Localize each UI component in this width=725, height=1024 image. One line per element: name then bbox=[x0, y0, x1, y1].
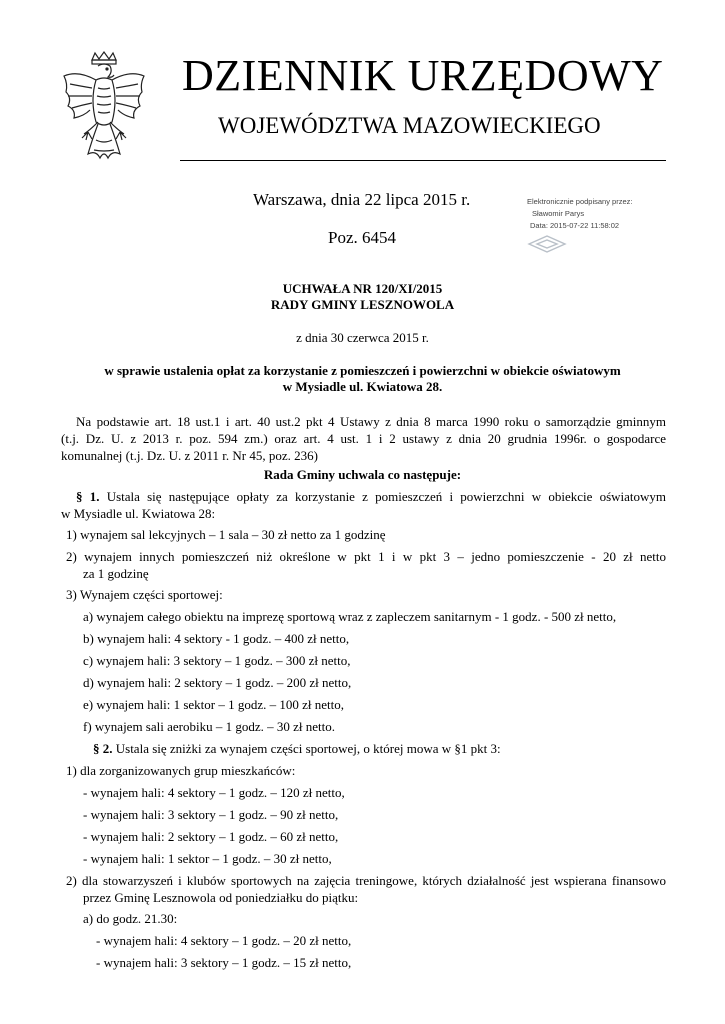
journal-title: DZIENNIK URZĘDOWY bbox=[182, 51, 664, 100]
header-divider bbox=[180, 160, 666, 161]
preamble-line-1: Na podstawie art. 18 ust.1 i art. 40 ust.2 pkt 4 Ustawy z dnia 8 marca 1990 roku o samorządzie gminnym bbox=[76, 414, 666, 429]
section-2-item-1: 1) dla zorganizowanych grup mieszkańców: bbox=[66, 763, 296, 778]
list-item: b) wynajem hali: 4 sektory - 1 godz. – 400 zł netto, bbox=[83, 631, 350, 646]
section-2-intro: Ustala się zniżki za wynajem części sportowej, o której mowa w §1 pkt 3: bbox=[115, 741, 501, 756]
preamble-line-3: komunalnej (t.j. Dz. U. z 2011 r. Nr 45, poz. 236) bbox=[61, 448, 318, 463]
resolution-subject-line-2: w Mysiadle ul. Kwiatowa 28. bbox=[282, 379, 443, 394]
resolution-body: RADY GMINY LESZNOWOLA bbox=[270, 297, 455, 312]
section-1-item-2-line-2: za 1 godzinę bbox=[83, 566, 149, 581]
signature-name: Sławomir Parys bbox=[532, 209, 585, 218]
section-2-mark: § 2. bbox=[93, 741, 113, 756]
section-1-item-2-line-1: 2) wynajem innych pomieszczeń niż określone w pkt 1 i w pkt 3 – jedno pomieszczenie - 20 zł netto bbox=[66, 549, 666, 564]
council-decides: Rada Gminy uchwala co następuje: bbox=[263, 467, 462, 482]
section-1-item-3: 3) Wynajem części sportowej: bbox=[66, 587, 223, 602]
section-1-line-2: w Mysiadle ul. Kwiatowa 28: bbox=[61, 506, 216, 521]
signature-stamp-icon bbox=[527, 234, 567, 254]
publication-date: Warszawa, dnia 22 lipca 2015 r. bbox=[253, 190, 471, 209]
signature-label: Elektronicznie podpisany przez: bbox=[527, 197, 633, 206]
list-item: - wynajem hali: 3 sektory – 1 godz. – 15 zł netto, bbox=[96, 955, 352, 970]
list-item: c) wynajem hali: 3 sektory – 1 godz. – 300 zł netto, bbox=[83, 653, 351, 668]
list-item: d) wynajem hali: 2 sektory – 1 godz. – 200 zł netto, bbox=[83, 675, 352, 690]
resolution-date: z dnia 30 czerwca 2015 r. bbox=[296, 330, 429, 345]
list-item: a) wynajem całego obiektu na imprezę sportową wraz z zapleczem sanitarnym - 1 godz. - 500 zł netto, bbox=[83, 609, 617, 624]
list-item: - wynajem hali: 3 sektory – 1 godz. – 90 zł netto, bbox=[83, 807, 339, 822]
preamble-line-2: (t.j. Dz. U. z 2013 r. poz. 594 zm.) oraz art. 4 ust. 1 i 2 ustawy z dnia 20 grudnia 1996r. o gospodarce bbox=[61, 431, 666, 446]
section-1-line-1: Ustala się następujące opłaty za korzystanie z pomieszczeń i powierzchni w obiekcie oświatowym bbox=[106, 489, 667, 504]
section-2-item-2-line-2: przez Gminę Lesznowola od poniedziałku do piątku: bbox=[83, 890, 359, 905]
resolution-subject-line-1: w sprawie ustalenia opłat za korzystanie z pomieszczeń i powierzchni w obiekcie oświatowym bbox=[104, 363, 621, 378]
list-item: - wynajem hali: 2 sektory – 1 godz. – 60 zł netto, bbox=[83, 829, 339, 844]
list-item: - wynajem hali: 1 sektor – 1 godz. – 30 zł netto, bbox=[83, 851, 332, 866]
section-1-text bbox=[76, 488, 666, 505]
list-item: - wynajem hali: 4 sektory – 1 godz. – 20 zł netto, bbox=[96, 933, 352, 948]
eagle-emblem-icon bbox=[58, 50, 150, 174]
list-item: e) wynajem hali: 1 sektor – 1 godz. – 100 zł netto, bbox=[83, 697, 345, 712]
section-2-item-2a: a) do godz. 21.30: bbox=[83, 911, 178, 926]
journal-subtitle: WOJEWÓDZTWA MAZOWIECKIEGO bbox=[218, 113, 601, 138]
section-2-item-2-line-1: 2) dla stowarzyszeń i klubów sportowych na zajęcia treningowe, których działalność jest wspierana finansowo bbox=[66, 873, 666, 888]
resolution-number: UCHWAŁA NR 120/XI/2015 bbox=[282, 281, 443, 296]
signature-date: Data: 2015-07-22 11:58:02 bbox=[530, 221, 620, 230]
section-1-mark: § 1. bbox=[76, 489, 100, 504]
list-item: - wynajem hali: 4 sektory – 1 godz. – 120 zł netto, bbox=[83, 785, 345, 800]
position-number: Poz. 6454 bbox=[328, 228, 396, 247]
section-1-item-1: 1) wynajem sal lekcyjnych – 1 sala – 30 zł netto za 1 godzinę bbox=[66, 527, 386, 542]
list-item: f) wynajem sali aerobiku – 1 godz. – 30 zł netto. bbox=[83, 719, 335, 734]
section-2-text bbox=[93, 740, 501, 757]
